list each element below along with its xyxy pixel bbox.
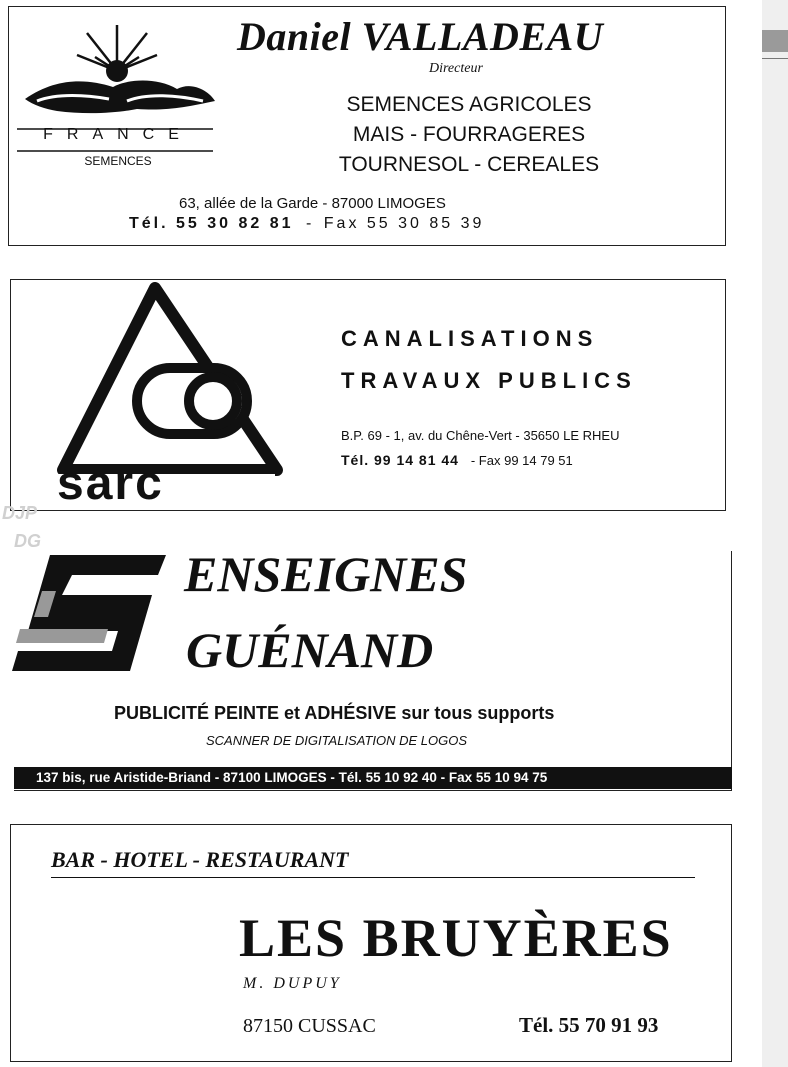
service-line-2: MAIS - FOURRAGERES (352, 123, 586, 146)
bruyeres-owner: M. DUPUY (243, 975, 342, 992)
bruyeres-tel: Tél. 55 70 91 93 (519, 1013, 659, 1037)
sarc-line-2: TRAVAUX PUBLICS (341, 368, 637, 393)
page-edge-shadow (762, 0, 788, 1067)
ad-sarc (10, 279, 726, 511)
ad-les-bruyeres (10, 824, 732, 1062)
guenand-logo-icon (12, 551, 172, 675)
sarc-fax: - Fax 99 14 79 51 (470, 453, 573, 468)
logo-country: FRANCE (43, 126, 193, 143)
ad1-fax: Fax 55 30 85 39 (323, 215, 485, 232)
service-line-1: SEMENCES AGRICOLES (346, 93, 592, 116)
director-role: Directeur (429, 61, 483, 76)
sarc-contact (341, 452, 573, 468)
guenand-tagline: PUBLICITÉ PEINTE et ADHÉSIVE sur tous supports (114, 703, 555, 723)
sarc-tel: Tél. 99 14 81 44 (341, 452, 459, 468)
ad-sic-semences (8, 6, 726, 246)
bruyeres-heading: BAR - HOTEL - RESTAURANT (51, 847, 349, 872)
ad1-tel: Tél. 55 30 82 81 (129, 215, 294, 232)
guenand-subline: SCANNER DE DIGITALISATION DE LOGOS (206, 733, 468, 748)
ad1-contact (129, 215, 484, 233)
ad1-sep: - (305, 215, 312, 232)
watermark-label: DG (14, 531, 41, 551)
page-edge-line (762, 58, 788, 59)
ad1-address: 63, allée de la Garde - 87000 LIMOGES (179, 195, 446, 212)
guenand-title: GUÉNAND (186, 622, 434, 678)
watermark-mark: DJP (2, 503, 38, 523)
enseignes-title: ENSEIGNES (184, 546, 468, 602)
logo-subtitle: SEMENCES (84, 154, 152, 168)
sarc-line-1: CANALISATIONS (341, 326, 599, 351)
guenand-contact-bar: 137 bis, rue Aristide-Briand - 87100 LIMOGES - Tél. 55 10 92 40 - Fax 55 10 94 75 (14, 767, 732, 789)
service-line-3: TOURNESOL - CEREALES (338, 153, 600, 176)
ad-enseignes-guenand (14, 546, 732, 791)
sarc-logo-text: sarc (57, 457, 164, 510)
sarc-address: B.P. 69 - 1, av. du Chêne-Vert - 35650 LE RHEU (341, 428, 620, 443)
page-edge-tab (762, 30, 788, 52)
heading-rule (51, 877, 695, 878)
bruyeres-city: 87150 CUSSAC (243, 1015, 376, 1037)
director-name: Daniel VALLADEAU (237, 14, 604, 59)
bruyeres-name: LES BRUYÈRES (239, 908, 673, 968)
